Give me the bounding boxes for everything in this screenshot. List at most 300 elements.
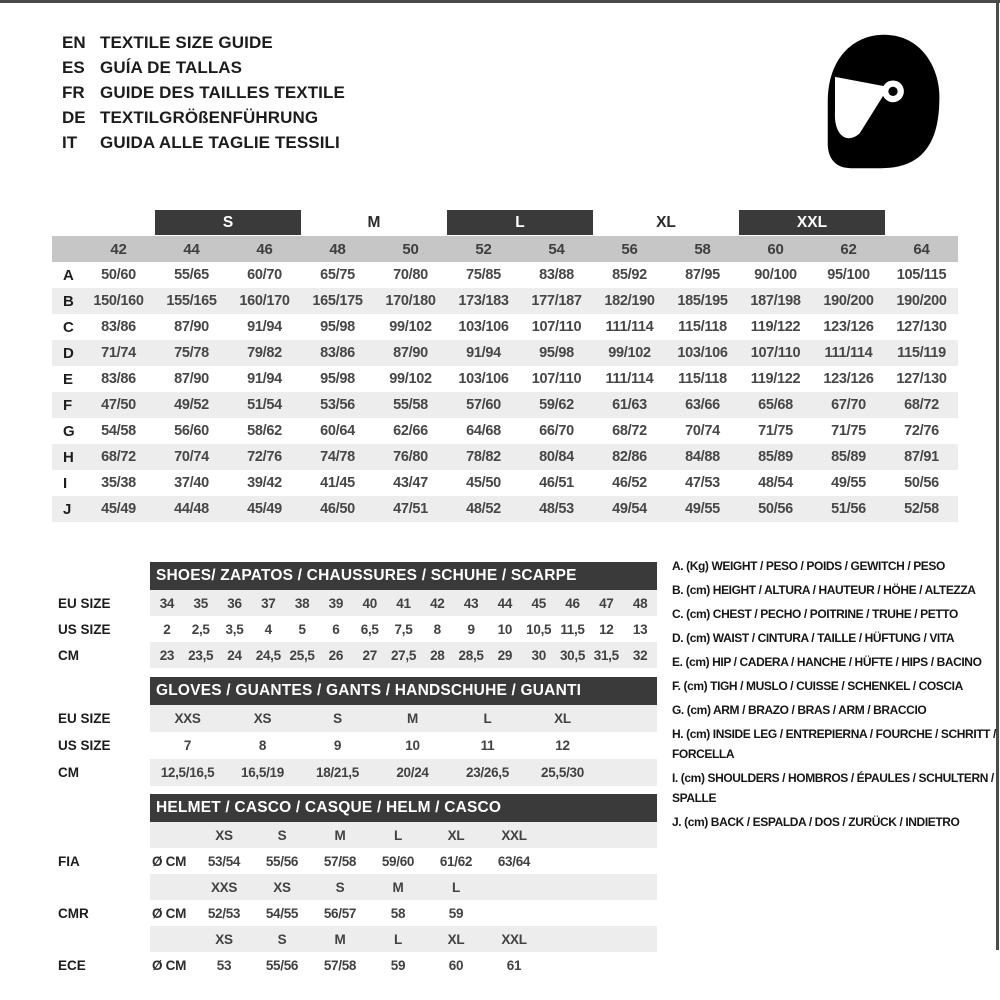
helmet-row-label bbox=[58, 822, 150, 848]
language-title: GUIDE DES TAILLES TEXTILE bbox=[100, 83, 345, 102]
shoes-value: 30 bbox=[531, 647, 546, 663]
helmet-row-cells bbox=[150, 822, 657, 848]
gloves-value: 12 bbox=[555, 738, 570, 753]
size-value: 95/98 bbox=[539, 345, 574, 361]
size-row-j bbox=[52, 496, 958, 522]
row-letter: A bbox=[63, 266, 74, 284]
size-value: 37/40 bbox=[174, 475, 209, 491]
shoes-value: 28 bbox=[430, 647, 445, 663]
shoes-value: 10 bbox=[497, 621, 513, 637]
size-value: 71/75 bbox=[758, 423, 793, 439]
helmet-row-label bbox=[58, 874, 150, 900]
size-value: 83/86 bbox=[320, 345, 355, 361]
legend-item: B. (cm) HEIGHT / ALTURA / HAUTEUR / HÖHE / ALTEZZA bbox=[672, 583, 976, 597]
size-value: 127/130 bbox=[896, 319, 947, 335]
language-title-list bbox=[62, 30, 345, 155]
shoes-row-cells bbox=[150, 590, 657, 616]
row-letter: C bbox=[63, 318, 74, 336]
size-value: 48/52 bbox=[466, 501, 501, 517]
size-value: 72/76 bbox=[904, 423, 939, 439]
helmet-value: S bbox=[335, 879, 345, 895]
legend-item: H. (cm) INSIDE LEG / ENTREPIERNA / FOURCHE / SCHRITT / FORCELLA bbox=[672, 727, 996, 761]
shoes-value: 8 bbox=[433, 621, 441, 637]
size-row-f bbox=[52, 392, 958, 418]
size-value: 45/50 bbox=[466, 475, 501, 491]
shoes-row-label: EU SIZE bbox=[58, 595, 111, 611]
shoes-value: 2,5 bbox=[191, 621, 210, 637]
language-code: EN bbox=[62, 33, 86, 52]
helmet-value: XL bbox=[447, 931, 465, 947]
size-value: 60/70 bbox=[247, 267, 282, 283]
unit-cell: Ø CM bbox=[152, 905, 187, 921]
size-value: 43/47 bbox=[393, 475, 428, 491]
shoes-value: 37 bbox=[261, 595, 276, 611]
shoes-size-table bbox=[58, 562, 657, 668]
helmet-row-fia bbox=[58, 848, 657, 874]
size-value: 72/76 bbox=[247, 449, 282, 465]
size-value: 75/85 bbox=[466, 267, 501, 283]
legend-item: D. (cm) WAIST / CINTURA / TAILLE / HÜFTUNG / VITA bbox=[672, 631, 955, 645]
gloves-value: XL bbox=[554, 711, 571, 726]
gloves-row-cells bbox=[150, 759, 657, 786]
helmet-value: M bbox=[334, 827, 346, 843]
size-value: 123/126 bbox=[823, 371, 874, 387]
helmet-row-label: ECE bbox=[58, 957, 86, 973]
size-value: 79/82 bbox=[247, 345, 282, 361]
row-letter: B bbox=[63, 292, 74, 310]
gloves-value: 16,5/19 bbox=[241, 765, 284, 780]
legend-item: F. (cm) TIGH / MUSLO / CUISSE / SCHENKEL / COSCIA bbox=[672, 679, 963, 693]
size-value: 83/88 bbox=[539, 267, 574, 283]
size-value: 91/94 bbox=[247, 371, 282, 387]
size-value: 103/106 bbox=[458, 371, 509, 387]
shoes-row-label: US SIZE bbox=[58, 621, 111, 637]
size-row-i bbox=[52, 470, 958, 496]
size-value: 95/98 bbox=[320, 319, 355, 335]
size-value: 173/183 bbox=[458, 293, 509, 309]
size-value: 65/75 bbox=[320, 267, 355, 283]
shoes-value: 26 bbox=[328, 647, 344, 663]
shoes-value: 48 bbox=[632, 595, 648, 611]
size-value: 91/94 bbox=[247, 319, 282, 335]
size-value: 71/75 bbox=[831, 423, 866, 439]
gloves-value: 9 bbox=[333, 738, 342, 753]
size-group-xxl: XXL bbox=[739, 210, 885, 235]
size-value: 74/78 bbox=[320, 449, 355, 465]
shoes-value: 13 bbox=[632, 621, 648, 637]
gloves-value: 20/24 bbox=[396, 765, 429, 780]
size-value: 50/56 bbox=[758, 501, 793, 517]
shoes-value: 34 bbox=[159, 595, 175, 611]
size-value: 70/74 bbox=[174, 449, 209, 465]
size-value: 44/48 bbox=[174, 501, 209, 517]
helmet-value: 58 bbox=[390, 905, 406, 921]
helmet-row-cells bbox=[150, 952, 657, 978]
language-row bbox=[62, 130, 345, 155]
helmet-value: XXL bbox=[501, 931, 527, 947]
helmet-value: 53 bbox=[216, 957, 232, 973]
shoes-value: 9 bbox=[467, 621, 475, 637]
size-value: 115/118 bbox=[678, 319, 727, 335]
size-row-g bbox=[52, 418, 958, 444]
shoes-row-label: CM bbox=[58, 647, 79, 663]
size-value: 115/118 bbox=[678, 371, 727, 387]
size-value: 68/72 bbox=[101, 449, 136, 465]
size-value: 51/56 bbox=[831, 501, 866, 517]
shoes-value: 10,5 bbox=[526, 621, 552, 637]
row-letter: H bbox=[63, 448, 74, 466]
helmet-value: 61 bbox=[506, 957, 522, 973]
language-title: GUÍA DE TALLAS bbox=[100, 58, 243, 77]
size-value: 190/200 bbox=[823, 293, 874, 309]
size-value: 78/82 bbox=[466, 449, 501, 465]
helmet-value: XS bbox=[215, 827, 233, 843]
size-value: 105/115 bbox=[896, 267, 947, 283]
size-row-b bbox=[52, 288, 958, 314]
size-value: 70/74 bbox=[685, 423, 720, 439]
size-value: 56/60 bbox=[174, 423, 209, 439]
unit-cell: Ø CM bbox=[152, 853, 187, 869]
helmet-icon bbox=[806, 24, 951, 179]
size-value: 57/60 bbox=[466, 397, 501, 413]
helmet-value: 57/58 bbox=[323, 957, 357, 973]
size-value: 87/90 bbox=[393, 345, 428, 361]
size-row-e bbox=[52, 366, 958, 392]
helmet-row-cells bbox=[150, 926, 657, 952]
size-value: 127/130 bbox=[896, 371, 947, 387]
size-number-header-row bbox=[52, 236, 958, 262]
legend-item: E. (cm) HIP / CADERA / HANCHE / HÜFTE / HIPS / BACINO bbox=[672, 655, 982, 669]
size-value: 58/62 bbox=[247, 423, 282, 439]
helmet-row-sizes-2 bbox=[58, 874, 657, 900]
legend-item: C. (cm) CHEST / PECHO / POITRINE / TRUHE / PETTO bbox=[672, 607, 958, 621]
helmet-value: 55/56 bbox=[265, 853, 299, 869]
size-value: 99/102 bbox=[608, 345, 651, 361]
size-value: 107/110 bbox=[531, 319, 582, 335]
size-value: 84/88 bbox=[685, 449, 720, 465]
size-column-header: 50 bbox=[402, 240, 419, 258]
size-column-header: 56 bbox=[621, 240, 638, 258]
shoes-value: 29 bbox=[497, 647, 513, 663]
shoes-value: 31,5 bbox=[593, 647, 619, 663]
size-value: 111/114 bbox=[605, 319, 654, 335]
shoes-row-cm bbox=[58, 642, 657, 668]
gloves-value: 18/21,5 bbox=[316, 765, 359, 780]
size-value: 55/58 bbox=[393, 397, 428, 413]
size-value: 182/190 bbox=[604, 293, 655, 309]
language-code: IT bbox=[62, 133, 78, 152]
shoes-value: 24 bbox=[227, 647, 242, 663]
gloves-row-cells bbox=[150, 732, 657, 759]
gloves-size-table bbox=[58, 677, 657, 786]
helmet-value: M bbox=[334, 931, 346, 947]
size-row-a bbox=[52, 262, 958, 288]
size-value: 35/38 bbox=[101, 475, 136, 491]
helmet-value: 61/62 bbox=[439, 853, 473, 869]
size-column-header: 58 bbox=[694, 240, 711, 258]
row-letter: E bbox=[63, 370, 74, 388]
helmet-row-cmr bbox=[58, 900, 657, 926]
shoes-value: 47 bbox=[599, 595, 614, 611]
helmet-row-ece bbox=[58, 952, 657, 978]
gloves-value: 7 bbox=[183, 738, 192, 753]
helmet-value: 52/53 bbox=[207, 905, 241, 921]
gloves-row-label: EU SIZE bbox=[58, 711, 111, 726]
size-value: 66/70 bbox=[539, 423, 574, 439]
helmet-value: 53/54 bbox=[207, 853, 241, 869]
size-value: 46/50 bbox=[320, 501, 355, 517]
helmet-row-cells bbox=[150, 874, 657, 900]
size-value: 80/84 bbox=[539, 449, 574, 465]
size-value: 64/68 bbox=[466, 423, 501, 439]
helmet-value: XS bbox=[215, 931, 233, 947]
size-value: 83/86 bbox=[101, 371, 136, 387]
language-row bbox=[62, 30, 345, 55]
helmet-size-table bbox=[58, 794, 657, 978]
gloves-value: 25,5/30 bbox=[541, 765, 584, 780]
shoes-value: 41 bbox=[396, 595, 411, 611]
gloves-value: M bbox=[407, 711, 418, 726]
size-value: 190/200 bbox=[896, 293, 947, 309]
size-value: 185/195 bbox=[677, 293, 728, 309]
size-value: 95/100 bbox=[827, 267, 870, 283]
shoes-row-cells bbox=[150, 642, 657, 668]
helmet-value: XXL bbox=[501, 827, 527, 843]
shoes-value: 39 bbox=[328, 595, 344, 611]
helmet-value: 63/64 bbox=[497, 853, 531, 869]
gloves-value: 8 bbox=[258, 738, 267, 753]
legend-item: G. (cm) ARM / BRAZO / BRAS / ARM / BRACCIO bbox=[672, 703, 927, 717]
shoes-value: 28,5 bbox=[458, 647, 484, 663]
size-column-header: 52 bbox=[475, 240, 492, 258]
shoes-value: 42 bbox=[430, 595, 445, 611]
shoes-section-title: SHOES/ ZAPATOS / CHAUSSURES / SCHUHE / SCARPE bbox=[150, 562, 657, 590]
size-value: 111/114 bbox=[605, 371, 654, 387]
size-value: 49/52 bbox=[174, 397, 209, 413]
scan-edge-top bbox=[0, 0, 1000, 3]
language-code: ES bbox=[62, 58, 85, 77]
size-value: 83/86 bbox=[101, 319, 136, 335]
shoes-value: 44 bbox=[497, 595, 513, 611]
helmet-section-title: HELMET / CASCO / CASQUE / HELM / CASCO bbox=[150, 794, 657, 822]
shoes-value: 35 bbox=[193, 595, 208, 611]
shoes-value: 6,5 bbox=[360, 621, 379, 637]
helmet-row-cells bbox=[150, 848, 657, 874]
size-column-header: 64 bbox=[913, 240, 930, 258]
size-group-m: M bbox=[367, 213, 381, 231]
size-value: 119/122 bbox=[750, 371, 801, 387]
shoes-value: 7,5 bbox=[394, 621, 413, 637]
size-value: 75/78 bbox=[174, 345, 209, 361]
helmet-value: XS bbox=[273, 879, 291, 895]
size-value: 45/49 bbox=[247, 501, 282, 517]
size-value: 107/110 bbox=[531, 371, 582, 387]
gloves-value: XXS bbox=[174, 711, 201, 726]
row-letter: J bbox=[63, 500, 72, 518]
gloves-row-label: US SIZE bbox=[58, 738, 111, 753]
helmet-value: S bbox=[277, 827, 287, 843]
size-value: 160/170 bbox=[239, 293, 290, 309]
unit-cell: Ø CM bbox=[152, 957, 187, 973]
legend-item: J. (cm) BACK / ESPALDA / DOS / ZURÜCK / INDIETRO bbox=[672, 815, 960, 829]
shoes-value: 43 bbox=[463, 595, 479, 611]
size-column-header: 46 bbox=[256, 240, 273, 258]
helmet-value: 56/57 bbox=[323, 905, 357, 921]
shoes-value: 6 bbox=[332, 621, 340, 637]
size-value: 51/54 bbox=[247, 397, 282, 413]
gloves-value: XS bbox=[253, 711, 272, 726]
language-title: GUIDA ALLE TAGLIE TESSILI bbox=[100, 133, 340, 152]
helmet-row-cells bbox=[150, 900, 657, 926]
shoes-value: 23 bbox=[159, 647, 175, 663]
helmet-value: L bbox=[394, 827, 402, 843]
gloves-value: 12,5/16,5 bbox=[160, 765, 215, 780]
helmet-value: M bbox=[392, 879, 404, 895]
gloves-value: 23/26,5 bbox=[466, 765, 509, 780]
size-value: 155/165 bbox=[166, 293, 217, 309]
shoes-value: 27,5 bbox=[390, 647, 417, 663]
shoes-value: 3,5 bbox=[225, 621, 244, 637]
shoes-value: 46 bbox=[565, 595, 580, 611]
size-value: 47/53 bbox=[685, 475, 720, 491]
gloves-row-label: CM bbox=[58, 765, 79, 780]
gloves-section-title: GLOVES / GUANTES / GANTS / HANDSCHUHE / GUANTI bbox=[150, 677, 657, 705]
gloves-value: 11 bbox=[480, 738, 495, 753]
helmet-row-sizes-4 bbox=[58, 926, 657, 952]
language-row bbox=[62, 80, 345, 105]
size-value: 47/51 bbox=[393, 501, 428, 517]
row-letter: F bbox=[63, 396, 73, 414]
size-value: 150/160 bbox=[93, 293, 144, 309]
helmet-value: 59 bbox=[448, 905, 464, 921]
size-column-header: 60 bbox=[767, 240, 784, 258]
size-value: 59/62 bbox=[539, 397, 574, 413]
shoes-value: 27 bbox=[362, 647, 377, 663]
shoes-value: 40 bbox=[362, 595, 377, 611]
language-row bbox=[62, 105, 345, 130]
shoes-value: 32 bbox=[632, 647, 648, 663]
size-value: 47/50 bbox=[101, 397, 136, 413]
size-value: 49/55 bbox=[685, 501, 720, 517]
size-row-h bbox=[52, 444, 958, 470]
size-group-header-row bbox=[52, 210, 958, 235]
size-value: 165/175 bbox=[312, 293, 363, 309]
helmet-value: 57/58 bbox=[323, 853, 357, 869]
size-value: 49/55 bbox=[831, 475, 866, 491]
gloves-value: 10 bbox=[405, 738, 420, 753]
size-value: 91/94 bbox=[466, 345, 501, 361]
size-value: 50/56 bbox=[904, 475, 939, 491]
size-value: 39/42 bbox=[247, 475, 282, 491]
shoes-value: 24,5 bbox=[255, 647, 281, 663]
shoes-value: 4 bbox=[264, 621, 272, 637]
size-value: 95/98 bbox=[320, 371, 355, 387]
size-value: 85/89 bbox=[758, 449, 793, 465]
size-value: 187/198 bbox=[750, 293, 801, 309]
size-value: 48/53 bbox=[539, 501, 574, 517]
size-column-header: 62 bbox=[840, 240, 857, 258]
size-value: 71/74 bbox=[101, 345, 136, 361]
size-value: 55/65 bbox=[174, 267, 209, 283]
size-value: 87/90 bbox=[174, 371, 209, 387]
size-value: 99/102 bbox=[389, 319, 432, 335]
helmet-value: L bbox=[452, 879, 460, 895]
gloves-value: L bbox=[483, 711, 492, 726]
size-value: 63/66 bbox=[685, 397, 720, 413]
shoes-value: 45 bbox=[531, 595, 546, 611]
size-value: 170/180 bbox=[385, 293, 436, 309]
size-value: 123/126 bbox=[823, 319, 874, 335]
textile-size-table bbox=[52, 210, 958, 522]
size-value: 82/86 bbox=[612, 449, 647, 465]
size-row-c bbox=[52, 314, 958, 340]
gloves-value: S bbox=[333, 711, 342, 726]
size-value: 107/110 bbox=[750, 345, 801, 361]
language-code: DE bbox=[62, 108, 86, 127]
size-value: 119/122 bbox=[750, 319, 801, 335]
shoes-value: 30,5 bbox=[559, 647, 586, 663]
size-value: 53/56 bbox=[320, 397, 355, 413]
row-letter: D bbox=[63, 344, 74, 362]
size-value: 85/92 bbox=[612, 267, 647, 283]
helmet-value: XL bbox=[447, 827, 465, 843]
helmet-table-body bbox=[58, 822, 657, 978]
size-value: 70/80 bbox=[393, 267, 428, 283]
helmet-row-label: FIA bbox=[58, 853, 80, 869]
size-value: 87/91 bbox=[904, 449, 939, 465]
helmet-value: L bbox=[394, 931, 402, 947]
legend-item: I. (cm) SHOULDERS / HOMBROS / ÉPAULES / SCHULTERN / SPALLE bbox=[672, 771, 994, 805]
gloves-table-body bbox=[58, 705, 657, 786]
shoes-value: 36 bbox=[227, 595, 242, 611]
size-group-xl: XL bbox=[656, 213, 676, 231]
size-value: 52/58 bbox=[904, 501, 939, 517]
shoes-value: 38 bbox=[294, 595, 310, 611]
language-title: TEXTILE SIZE GUIDE bbox=[100, 33, 273, 52]
shoes-value: 12 bbox=[599, 621, 614, 637]
shoes-value: 11,5 bbox=[560, 621, 585, 637]
size-value: 103/106 bbox=[677, 345, 728, 361]
size-value: 62/66 bbox=[393, 423, 428, 439]
size-value: 111/114 bbox=[824, 345, 873, 361]
language-code: FR bbox=[62, 83, 85, 102]
helmet-value: 60 bbox=[448, 957, 464, 973]
row-letter: I bbox=[63, 474, 68, 492]
size-value: 61/63 bbox=[612, 397, 647, 413]
size-value: 103/106 bbox=[458, 319, 509, 335]
size-value: 90/100 bbox=[754, 267, 797, 283]
size-value: 67/70 bbox=[831, 397, 866, 413]
language-title: TEXTILGRÖßENFÜHRUNG bbox=[100, 108, 319, 127]
gloves-row-us-size bbox=[58, 732, 657, 759]
size-value: 46/52 bbox=[612, 475, 647, 491]
size-column-header: 48 bbox=[329, 240, 346, 258]
helmet-row-label: CMR bbox=[58, 905, 89, 921]
size-value: 68/72 bbox=[904, 397, 939, 413]
size-table-body bbox=[52, 262, 958, 522]
shoes-table-body bbox=[58, 590, 657, 668]
helmet-value: XXS bbox=[210, 879, 238, 895]
gloves-row-cm bbox=[58, 759, 657, 786]
language-row bbox=[62, 55, 345, 80]
size-value: 87/95 bbox=[685, 267, 720, 283]
size-row-d bbox=[52, 340, 958, 366]
size-value: 54/58 bbox=[101, 423, 136, 439]
measurement-legend bbox=[672, 556, 1000, 836]
size-value: 46/51 bbox=[539, 475, 574, 491]
helmet-value: S bbox=[277, 931, 287, 947]
size-value: 99/102 bbox=[389, 371, 432, 387]
